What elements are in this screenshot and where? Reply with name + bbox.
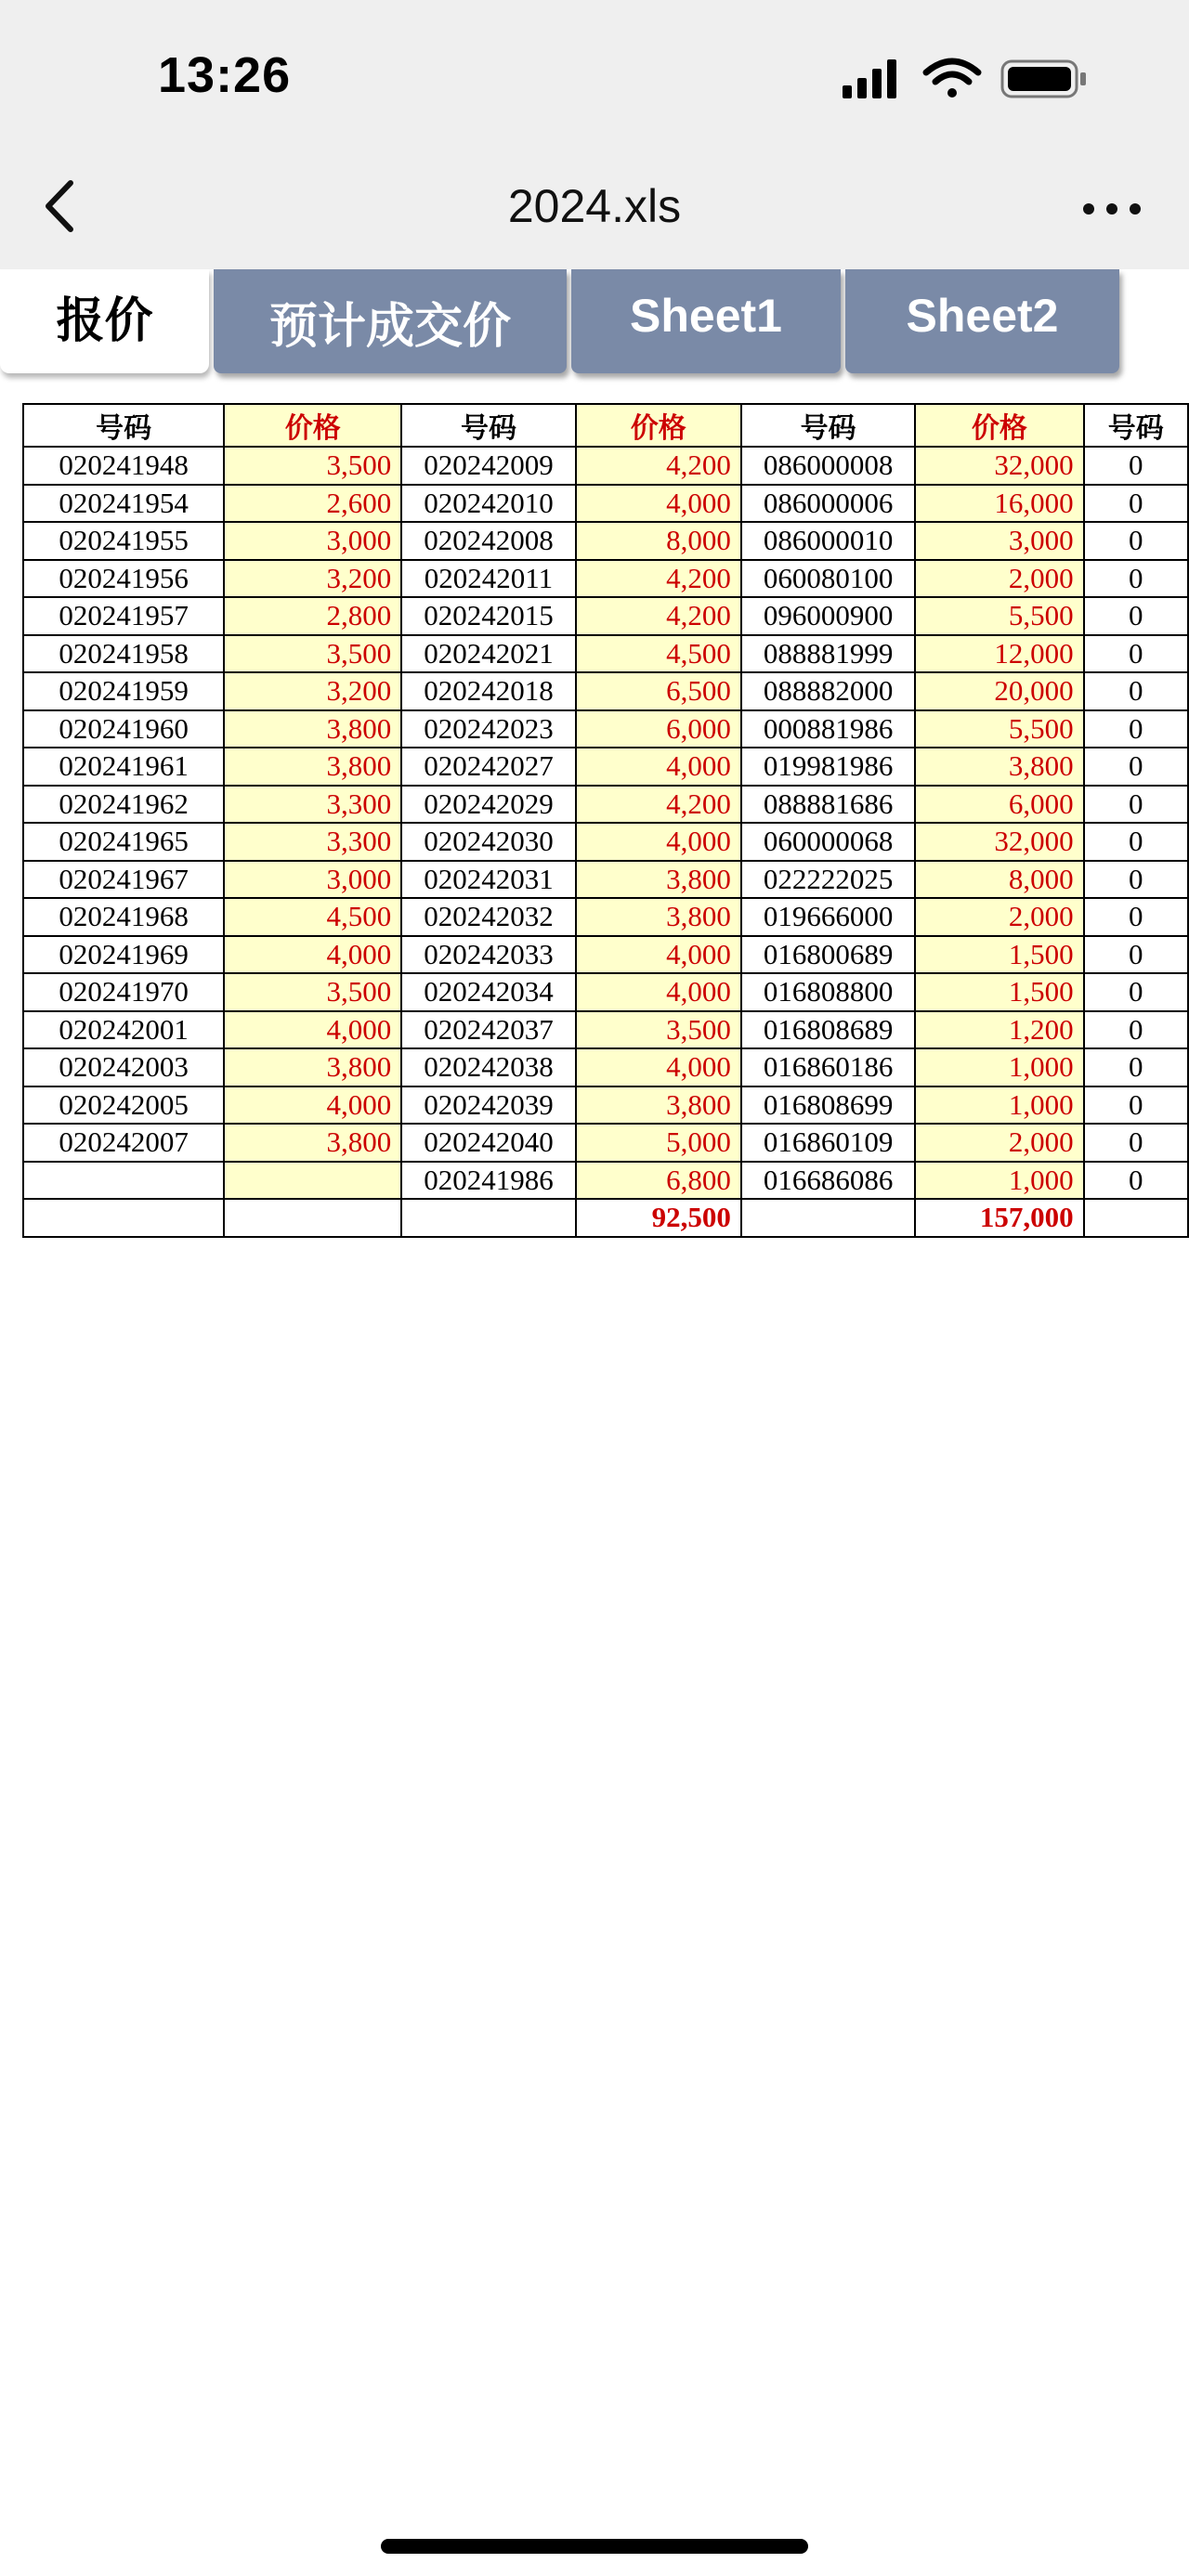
price-cell[interactable]: 3,300	[224, 786, 401, 824]
price-cell[interactable]: 2,000	[915, 1124, 1083, 1162]
table-row	[23, 597, 1188, 635]
price-cell[interactable]: 5,500	[915, 710, 1083, 748]
table-row	[23, 786, 1188, 824]
price-cell[interactable]: 3,800	[224, 748, 401, 786]
number-cell[interactable]: 086000010	[741, 522, 915, 560]
number-cell[interactable]: 020241970	[23, 973, 224, 1011]
header-cell-number[interactable]: 号码	[23, 404, 224, 447]
number-cell[interactable]: 020242023	[401, 710, 575, 748]
empty-cell[interactable]	[23, 1199, 224, 1237]
number-cell[interactable]: 020242015	[401, 597, 575, 635]
number-cell[interactable]: 020241956	[23, 560, 224, 598]
table-row	[23, 973, 1188, 1011]
price-cell[interactable]: 12,000	[915, 635, 1083, 673]
number-cell[interactable]: 019981986	[741, 748, 915, 786]
number-cell[interactable]: 020242005	[23, 1086, 224, 1125]
tab-quote[interactable]: 报价	[0, 269, 209, 373]
price-cell[interactable]: 4,000	[576, 1048, 741, 1086]
price-cell[interactable]: 4,000	[576, 973, 741, 1011]
price-cell[interactable]: 3,200	[224, 672, 401, 710]
price-table	[22, 403, 1189, 1238]
price-cell[interactable]: 3,300	[224, 823, 401, 861]
table-row	[23, 861, 1188, 899]
number-cell[interactable]: 016808689	[741, 1011, 915, 1049]
price-cell[interactable]: 4,200	[576, 560, 741, 598]
tab-expected-price[interactable]: 预计成交价	[214, 269, 567, 373]
number-cell[interactable]: 0	[1084, 1011, 1188, 1049]
number-cell[interactable]: 0	[1084, 786, 1188, 824]
tab-sheet2[interactable]: Sheet2	[845, 269, 1119, 373]
number-cell[interactable]: 096000900	[741, 597, 915, 635]
ellipsis-icon	[1083, 203, 1141, 215]
number-cell[interactable]: 016808699	[741, 1086, 915, 1125]
status-time: 13:26	[158, 47, 292, 103]
table-row	[23, 485, 1188, 523]
number-cell[interactable]: 086000008	[741, 447, 915, 485]
number-cell[interactable]: 0	[1084, 672, 1188, 710]
number-cell[interactable]: 020242030	[401, 823, 575, 861]
price-cell[interactable]: 3,800	[576, 861, 741, 899]
number-cell[interactable]: 0	[1084, 1048, 1188, 1086]
price-cell[interactable]: 6,000	[915, 786, 1083, 824]
number-cell[interactable]: 088881686	[741, 786, 915, 824]
table-row	[23, 635, 1188, 673]
number-cell[interactable]: 020241957	[23, 597, 224, 635]
file-title: 2024.xls	[507, 180, 682, 232]
price-cell[interactable]: 4,200	[576, 786, 741, 824]
table-row	[23, 560, 1188, 598]
number-cell[interactable]: 020242021	[401, 635, 575, 673]
number-cell[interactable]: 020241967	[23, 861, 224, 899]
number-cell[interactable]: 0	[1084, 973, 1188, 1011]
number-cell[interactable]: 088882000	[741, 672, 915, 710]
price-cell[interactable]: 20,000	[915, 672, 1083, 710]
price-cell[interactable]: 3,800	[224, 1048, 401, 1086]
table-row	[23, 823, 1188, 861]
number-cell[interactable]: 020242032	[401, 898, 575, 936]
price-cell[interactable]: 3,000	[915, 522, 1083, 560]
price-cell[interactable]: 1,000	[915, 1162, 1083, 1200]
number-cell[interactable]: 020241968	[23, 898, 224, 936]
number-cell[interactable]: 0	[1084, 1086, 1188, 1125]
price-cell[interactable]: 2,000	[915, 560, 1083, 598]
number-cell[interactable]: 086000006	[741, 485, 915, 523]
price-cell[interactable]: 3,500	[224, 635, 401, 673]
number-cell[interactable]	[23, 1162, 224, 1200]
price-cell[interactable]: 4,000	[576, 748, 741, 786]
price-cell[interactable]: 2,800	[224, 597, 401, 635]
price-cell[interactable]: 3,500	[576, 1011, 741, 1049]
number-cell[interactable]: 020241959	[23, 672, 224, 710]
price-cell[interactable]: 6,500	[576, 672, 741, 710]
price-cell[interactable]: 4,500	[224, 898, 401, 936]
number-cell[interactable]: 020242040	[401, 1124, 575, 1162]
header-row	[23, 404, 1188, 447]
price-cell[interactable]: 3,000	[224, 522, 401, 560]
total-cell[interactable]: 92,500	[576, 1199, 741, 1237]
number-cell[interactable]: 020241960	[23, 710, 224, 748]
price-cell[interactable]: 16,000	[915, 485, 1083, 523]
number-cell[interactable]: 020242037	[401, 1011, 575, 1049]
number-cell[interactable]: 020241961	[23, 748, 224, 786]
number-cell[interactable]: 0	[1084, 485, 1188, 523]
price-cell[interactable]: 2,600	[224, 485, 401, 523]
table-row	[23, 1162, 1188, 1200]
price-cell[interactable]: 4,500	[576, 635, 741, 673]
price-cell[interactable]: 3,000	[224, 861, 401, 899]
number-cell[interactable]: 020241948	[23, 447, 224, 485]
home-indicator	[381, 2539, 808, 2554]
number-cell[interactable]: 0	[1084, 1124, 1188, 1162]
table-row	[23, 672, 1188, 710]
price-cell[interactable]: 3,800	[576, 898, 741, 936]
table-row	[23, 898, 1188, 936]
number-cell[interactable]: 0	[1084, 710, 1188, 748]
price-cell[interactable]: 3,800	[576, 1086, 741, 1125]
table-row	[23, 447, 1188, 485]
spreadsheet-area[interactable]	[22, 403, 1189, 1322]
number-cell[interactable]: 0	[1084, 748, 1188, 786]
price-cell[interactable]: 3,800	[224, 1124, 401, 1162]
price-cell[interactable]: 4,200	[576, 597, 741, 635]
header-cell-price[interactable]: 价格	[224, 404, 401, 447]
tab-sheet1[interactable]: Sheet1	[571, 269, 841, 373]
number-cell[interactable]: 020241986	[401, 1162, 575, 1200]
number-cell[interactable]: 020242031	[401, 861, 575, 899]
number-cell[interactable]: 020241969	[23, 936, 224, 974]
price-cell[interactable]	[224, 1162, 401, 1200]
number-cell[interactable]: 020242008	[401, 522, 575, 560]
number-cell[interactable]: 0	[1084, 522, 1188, 560]
status-bar	[0, 0, 1189, 153]
totals-row	[23, 1199, 1188, 1237]
number-cell[interactable]: 0	[1084, 823, 1188, 861]
price-cell[interactable]: 6,000	[576, 710, 741, 748]
number-cell[interactable]: 000881986	[741, 710, 915, 748]
number-cell[interactable]: 020242033	[401, 936, 575, 974]
wifi-icon	[926, 61, 978, 98]
table-row	[23, 1124, 1188, 1162]
number-cell[interactable]: 016686086	[741, 1162, 915, 1200]
price-cell[interactable]: 3,500	[224, 973, 401, 1011]
price-cell[interactable]: 32,000	[915, 447, 1083, 485]
number-cell[interactable]: 020241965	[23, 823, 224, 861]
more-button[interactable]	[1078, 190, 1147, 228]
price-cell[interactable]: 4,200	[576, 447, 741, 485]
number-cell[interactable]: 022222025	[741, 861, 915, 899]
price-cell[interactable]: 3,800	[915, 748, 1083, 786]
price-cell[interactable]: 8,000	[576, 522, 741, 560]
number-cell[interactable]: 0	[1084, 898, 1188, 936]
table-row	[23, 748, 1188, 786]
header-cell-number[interactable]: 号码	[1084, 404, 1188, 447]
price-cell[interactable]: 6,800	[576, 1162, 741, 1200]
price-cell[interactable]: 5,500	[915, 597, 1083, 635]
table-row	[23, 1086, 1188, 1125]
battery-icon	[1002, 61, 1086, 97]
number-cell[interactable]: 020242011	[401, 560, 575, 598]
number-cell[interactable]: 016860109	[741, 1124, 915, 1162]
price-cell[interactable]: 4,000	[224, 936, 401, 974]
number-cell[interactable]: 019666000	[741, 898, 915, 936]
number-cell[interactable]: 020241962	[23, 786, 224, 824]
number-cell[interactable]: 0	[1084, 447, 1188, 485]
price-cell[interactable]: 4,000	[224, 1011, 401, 1049]
price-cell[interactable]: 4,000	[576, 936, 741, 974]
table-row	[23, 522, 1188, 560]
number-cell[interactable]: 020241955	[23, 522, 224, 560]
number-cell[interactable]: 020242018	[401, 672, 575, 710]
header-cell-number[interactable]: 号码	[401, 404, 575, 447]
number-cell[interactable]: 020242007	[23, 1124, 224, 1162]
number-cell[interactable]: 020242009	[401, 447, 575, 485]
sheet-tab-strip	[0, 269, 1189, 385]
price-cell[interactable]: 4,000	[224, 1086, 401, 1125]
number-cell[interactable]: 020242039	[401, 1086, 575, 1125]
number-cell[interactable]: 020242010	[401, 485, 575, 523]
number-cell[interactable]: 016808800	[741, 973, 915, 1011]
price-cell[interactable]: 3,200	[224, 560, 401, 598]
number-cell[interactable]: 060080100	[741, 560, 915, 598]
number-cell[interactable]: 0	[1084, 1162, 1188, 1200]
table-body	[23, 404, 1188, 1237]
number-cell[interactable]: 020241954	[23, 485, 224, 523]
price-cell[interactable]: 1,500	[915, 936, 1083, 974]
empty-cell[interactable]	[224, 1199, 401, 1237]
number-cell[interactable]: 020242034	[401, 973, 575, 1011]
number-cell[interactable]: 060000068	[741, 823, 915, 861]
number-cell[interactable]: 016860186	[741, 1048, 915, 1086]
number-cell[interactable]: 020241958	[23, 635, 224, 673]
number-cell[interactable]: 020242029	[401, 786, 575, 824]
price-cell[interactable]: 2,000	[915, 898, 1083, 936]
price-cell[interactable]: 8,000	[915, 861, 1083, 899]
number-cell[interactable]: 088881999	[741, 635, 915, 673]
price-cell[interactable]: 1,000	[915, 1086, 1083, 1125]
status-icons	[841, 56, 1091, 102]
number-cell[interactable]: 016800689	[741, 936, 915, 974]
empty-cell[interactable]	[401, 1199, 575, 1237]
total-cell[interactable]: 157,000	[915, 1199, 1083, 1237]
number-cell[interactable]: 0	[1084, 861, 1188, 899]
price-cell[interactable]: 1,000	[915, 1048, 1083, 1086]
table-row	[23, 1048, 1188, 1086]
header-cell-price[interactable]: 价格	[915, 404, 1083, 447]
number-cell[interactable]: 0	[1084, 635, 1188, 673]
empty-cell[interactable]	[741, 1199, 915, 1237]
nav-bar	[0, 153, 1189, 269]
price-cell[interactable]: 4,000	[576, 485, 741, 523]
signal-icon	[843, 59, 896, 98]
price-cell[interactable]: 3,800	[224, 710, 401, 748]
header-cell-price[interactable]: 价格	[576, 404, 741, 447]
number-cell[interactable]: 020242027	[401, 748, 575, 786]
empty-cell[interactable]	[1084, 1199, 1188, 1237]
number-cell[interactable]: 0	[1084, 560, 1188, 598]
number-cell[interactable]: 0	[1084, 936, 1188, 974]
price-cell[interactable]: 1,200	[915, 1011, 1083, 1049]
number-cell[interactable]: 020242003	[23, 1048, 224, 1086]
number-cell[interactable]: 0	[1084, 597, 1188, 635]
price-cell[interactable]: 32,000	[915, 823, 1083, 861]
header-cell-number[interactable]: 号码	[741, 404, 915, 447]
price-cell[interactable]: 4,000	[576, 823, 741, 861]
table-row	[23, 936, 1188, 974]
price-cell[interactable]: 5,000	[576, 1124, 741, 1162]
price-cell[interactable]: 3,500	[224, 447, 401, 485]
back-button[interactable]	[33, 174, 89, 239]
table-row	[23, 1011, 1188, 1049]
table-row	[23, 710, 1188, 748]
chevron-left-icon	[48, 183, 71, 229]
number-cell[interactable]: 020242001	[23, 1011, 224, 1049]
number-cell[interactable]: 020242038	[401, 1048, 575, 1086]
price-cell[interactable]: 1,500	[915, 973, 1083, 1011]
